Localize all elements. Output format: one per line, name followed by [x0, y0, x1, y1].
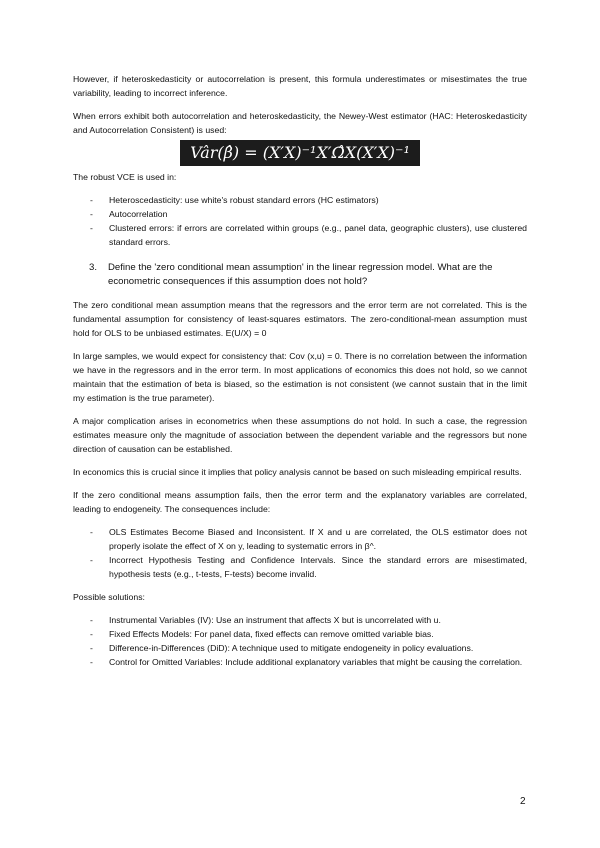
question-number: 3. — [89, 262, 98, 273]
solutions-list — [73, 613, 527, 669]
list-item: - Difference-in-Differences (DiD): A technique used to mitigate endogeneity in policy evaluations. — [73, 641, 527, 655]
paragraph-heteroskedasticity-warning: However, if heteroskedasticity or autocorrelation is present, this formula underestimates or misestimates the true variability, leading to incorrect inference. — [73, 74, 527, 98]
paragraph-large-samples: In large samples, we would expect for consistency that: Cov (x,u) = 0. There is no correlation between the information we have in the regressors and in the error term. In most applications of economics this does not hold, so we cannot maintain that the estimation of beta is biased, so the estimation is not consistent (we cannot sustain that in the limit my estimation is the true parameter). — [73, 351, 527, 403]
question-text: Define the 'zero conditional mean assumption' in the linear regression model. What are the econometric consequences if this assumption does not hold? — [108, 262, 493, 287]
paragraph-possible-solutions: Possible solutions: — [73, 592, 145, 602]
paragraph-zero-conditional-definition: The zero conditional mean assumption means that the regressors and the error term are not correlated. This is the fundamental assumption for consistency of least-squares estimators. The zero-conditional-mean assumption must hold for OLS to be unbiased estimates. E(U/X) = 0 — [73, 300, 527, 338]
list-item: - OLS Estimates Become Biased and Inconsistent. If X and u are correlated, the OLS estimator does not properly isolate the effect of X on y, leading to systematic errors in β^. — [73, 525, 527, 553]
paragraph-major-complication: A major complication arises in econometrics when these assumptions do not hold. In such a case, the regression estimates measure only the magnitude of association between the dependent variable and the regressors but none direction of causation can be established. — [73, 416, 527, 454]
robust-vce-list — [73, 193, 527, 249]
list-item: - Clustered errors: if errors are correlated within groups (e.g., panel data, geographic clusters), use clustered standard errors. — [73, 221, 527, 249]
document-body — [73, 72, 527, 669]
formula-container — [73, 140, 527, 166]
list-item: - Fixed Effects Models: For panel data, fixed effects can remove omitted variable bias. — [73, 627, 527, 641]
newey-west-formula: Vâr(β̂) = (X′X)⁻¹X′Ω̂X(X′X)⁻¹ — [180, 140, 420, 166]
page-number: 2 — [520, 796, 526, 807]
paragraph-endogeneity: If the zero conditional means assumption fails, then the error term and the explanatory variables are correlated, leading to endogeneity. The consequences include: — [73, 490, 527, 514]
paragraph-newey-west: When errors exhibit both autocorrelation and heteroskedasticity, the Newey-West estimator (HAC: Heteroskedasticity and Autocorrelation Consistent) is used: — [73, 111, 527, 135]
list-item: - Control for Omitted Variables: Include additional explanatory variables that might be causing the correlation. — [73, 655, 527, 669]
paragraph-policy-analysis: In economics this is crucial since it implies that policy analysis cannot be based on such misleading empirical results. — [73, 467, 522, 477]
list-item: - Heteroscedasticity: use white's robust standard errors (HC estimators) — [73, 193, 527, 207]
list-item: - Incorrect Hypothesis Testing and Confidence Intervals. Since the standard errors are misestimated, hypothesis tests (e.g., t-tests, F-tests) become invalid. — [73, 553, 527, 581]
list-item: - Autocorrelation — [73, 207, 527, 221]
question-3 — [89, 261, 527, 289]
list-item: - Instrumental Variables (IV): Use an instrument that affects X but is uncorrelated with u. — [73, 613, 527, 627]
consequences-list — [73, 525, 527, 581]
paragraph-robust-vce: The robust VCE is used in: — [73, 172, 177, 182]
